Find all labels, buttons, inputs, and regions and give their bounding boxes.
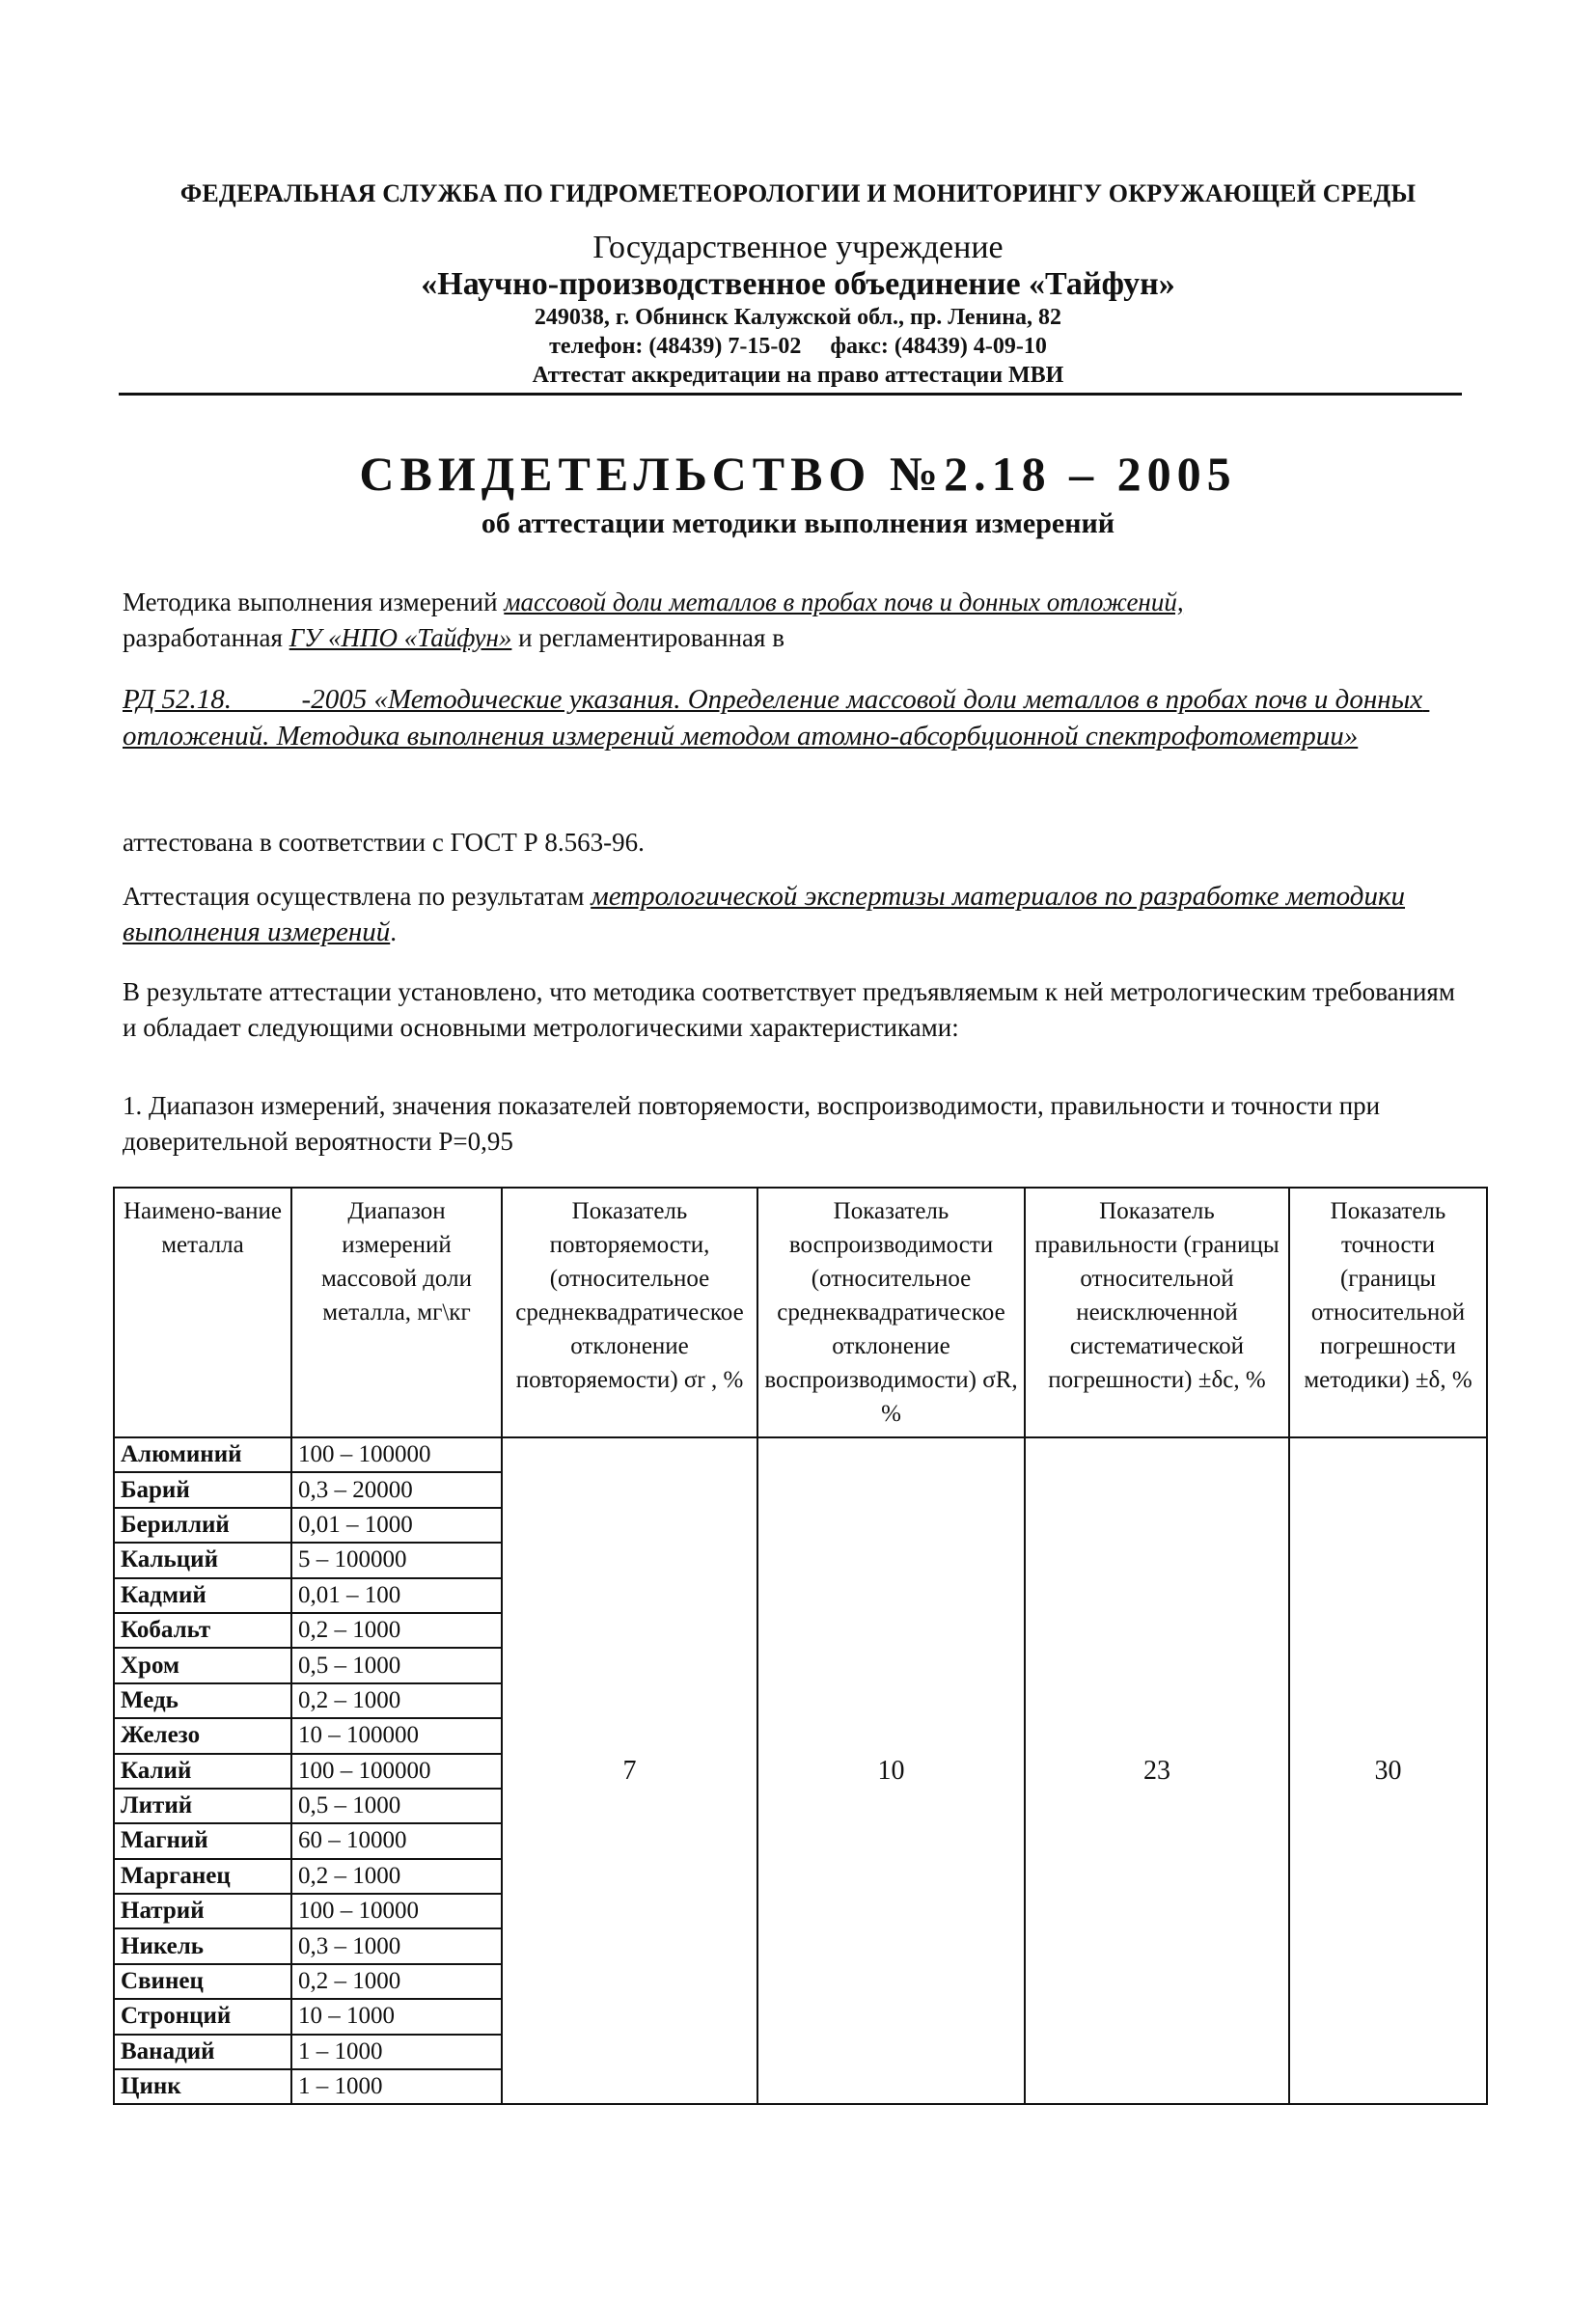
metal-name: Кальций [114,1543,291,1577]
method-subject: массовой доли металлов в пробах почв и донных отложений, [504,588,1184,616]
developer-prefix: разработанная [123,623,289,652]
developer-name: ГУ «НПО «Тайфун» [289,623,512,652]
metal-name: Калий [114,1754,291,1789]
metal-range: 0,2 – 1000 [291,1613,502,1648]
certification-basis-paragraph [123,879,1464,950]
basis-text: метрологической экспертизы материалов по разработке методики выполнения измерений [123,881,1406,947]
certificate-subtitle: об аттестации методики выполнения измерений [481,507,1115,539]
metal-range: 0,5 – 1000 [291,1648,502,1682]
metal-range: 0,01 – 1000 [291,1508,502,1543]
table-row [114,1437,1487,1472]
value-reproducibility: 10 [757,1437,1025,2104]
value-accuracy: 30 [1289,1437,1487,2104]
value-repeatability: 7 [502,1437,757,2104]
metal-name: Хром [114,1648,291,1682]
metal-range: 100 – 100000 [291,1754,502,1789]
organization-name: «Научно-производственное объединение «Тайфун» [421,266,1175,302]
metal-range: 10 – 1000 [291,1999,502,2034]
metal-range: 100 – 10000 [291,1894,502,1928]
basis-suffix: . [390,917,398,946]
metal-range: 1 – 1000 [291,2035,502,2069]
header-range: Диапазон измерений массовой доли металла, мг\кг [291,1188,502,1437]
metal-range: 60 – 10000 [291,1823,502,1858]
header-reproducibility: Показатель воспроизводимости (относительное среднеквадратическое отклонение воспроизводимости) σR, % [757,1188,1025,1437]
metal-range: 0,3 – 20000 [291,1472,502,1507]
guideline-reference [123,681,1440,754]
metal-name: Барий [114,1472,291,1507]
organization-phone: телефон: (48439) 7-15-02 факс: (48439) 4-09-10 [549,334,1047,359]
metal-name: Ванадий [114,2035,291,2069]
certificate-title: СВИДЕТЕЛЬСТВО №2.18 – 2005 [359,447,1237,501]
metal-range: 0,2 – 1000 [291,1683,502,1718]
metal-name: Железо [114,1718,291,1753]
metal-name: Никель [114,1928,291,1963]
accreditation-line: Аттестат аккредитации на право аттестации МВИ [532,363,1064,388]
metal-range: 0,01 – 100 [291,1578,502,1613]
institution-type: Государственное учреждение [592,230,1004,265]
metal-name: Кадмий [114,1578,291,1613]
metal-name: Натрий [114,1894,291,1928]
result-paragraph: В результате аттестации установлено, что методика соответствует предъявляемым к ней метрологическим требованиям и обладает следующими основными метрологическими характеристиками: [123,977,1455,1042]
metal-range: 0,2 – 1000 [291,1964,502,1999]
metrology-table [113,1187,1488,2105]
metal-name: Литий [114,1789,291,1823]
metal-name: Свинец [114,1964,291,1999]
metal-name: Кобальт [114,1613,291,1648]
organization-address: 249038, г. Обнинск Калужской обл., пр. Ленина, 82 [534,305,1062,330]
metal-range: 0,2 – 1000 [291,1859,502,1894]
metal-name: Марганец [114,1859,291,1894]
header-repeatability: Показатель повторяемости, (относительное среднеквадратическое отклонение повторяемости) σr , % [502,1188,757,1437]
header-metal-name: Наимено-вание металла [114,1188,291,1437]
basis-prefix: Аттестация осуществлена по результатам [123,882,592,911]
metal-range: 5 – 100000 [291,1543,502,1577]
metal-range: 0,5 – 1000 [291,1789,502,1823]
agency-name: ФЕДЕРАЛЬНАЯ СЛУЖБА ПО ГИДРОМЕТЕОРОЛОГИИ И МОНИТОРИНГУ ОКРУЖАЮЩЕЙ СРЕДЫ [179,179,1417,207]
metal-name: Алюминий [114,1437,291,1472]
regulated-in-text: и регламентированная в [511,623,784,652]
table-header-row [114,1188,1487,1437]
header-divider [119,393,1462,396]
metal-range: 1 – 1000 [291,2069,502,2104]
header-correctness: Показатель правильности (границы относительной неисключенной систематической погрешности) ±δc, % [1025,1188,1289,1437]
guideline-document: РД 52.18. -2005 «Методические указания. Определение массовой доли металлов в пробах почв и донных отложений. Методика выполнения измерений методом атомно-абсорбционной спектрофотометрии» [123,684,1430,752]
value-correctness: 23 [1025,1437,1289,2104]
metal-range: 100 – 100000 [291,1437,502,1472]
method-prefix: Методика выполнения измерений [123,588,505,616]
metal-name: Магний [114,1823,291,1858]
metal-range: 0,3 – 1000 [291,1928,502,1963]
metal-range: 10 – 100000 [291,1718,502,1753]
method-paragraph [123,585,1459,656]
certified-statement: аттестована в соответствии с ГОСТ Р 8.563-96. [123,828,645,857]
metal-name: Цинк [114,2069,291,2104]
metal-name: Стронций [114,1999,291,2034]
header-accuracy: Показатель точности (границы относительной погрешности методики) ±δ, % [1289,1188,1487,1437]
metal-name: Медь [114,1683,291,1718]
section-1-intro: 1. Диапазон измерений, значения показателей повторяемости, воспроизводимости, правильности и точности при доверительной вероятности Р=0,95 [123,1091,1381,1156]
metal-name: Бериллий [114,1508,291,1543]
